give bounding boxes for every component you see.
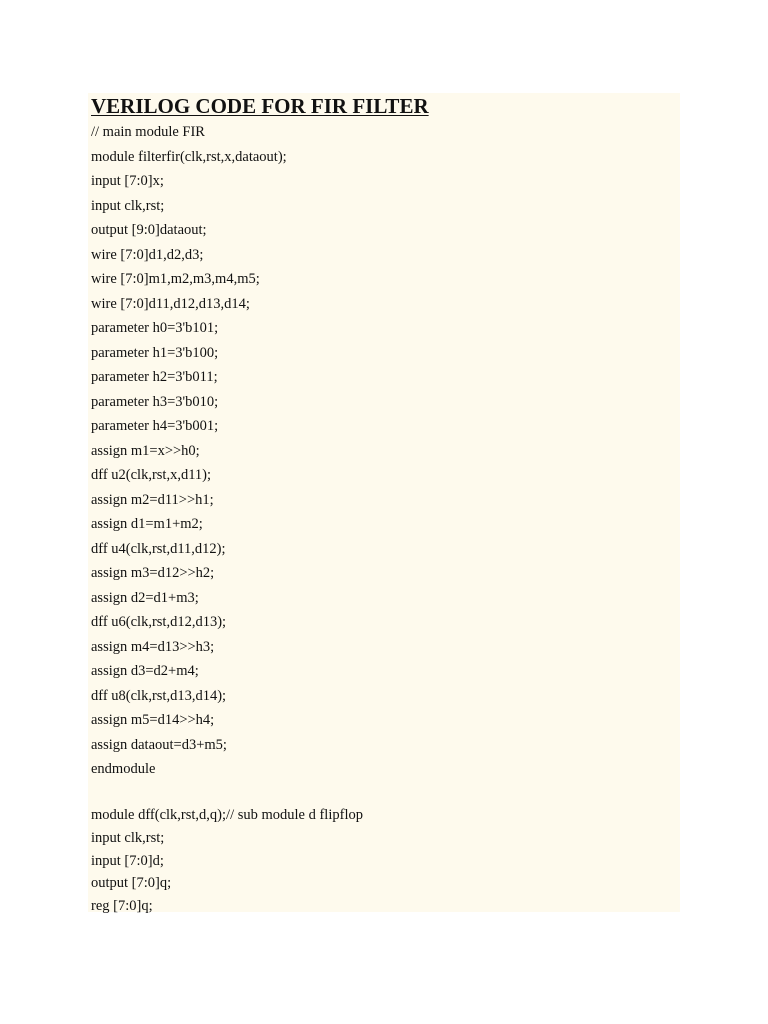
code-line: assign dataout=d3+m5;: [91, 736, 227, 753]
code-line: parameter h0=3'b101;: [91, 320, 219, 336]
code-line: assign m2=d11>>h1;: [91, 491, 214, 508]
code-line: wire [7:0]m1,m2,m3,m4,m5;: [91, 271, 260, 287]
code-line: assign d1=m1+m2;: [91, 516, 203, 532]
code-line: parameter h1=3'b100;: [91, 344, 219, 361]
main-module-code: [91, 120, 287, 782]
code-line: assign d2=d1+m3;: [91, 589, 199, 606]
document-title: VERILOG CODE FOR FIR FILTER: [91, 94, 429, 118]
code-line: reg [7:0]q;: [91, 898, 153, 915]
sub-module-code: [91, 804, 363, 918]
code-line: wire [7:0]d1,d2,d3;: [91, 246, 204, 263]
code-line: endmodule: [91, 761, 156, 777]
code-line: parameter h4=3'b001;: [91, 418, 219, 434]
code-line: dff u8(clk,rst,d13,d14);: [91, 687, 227, 704]
code-line: input clk,rst;: [91, 197, 165, 214]
code-line: module filterfir(clk,rst,x,dataout);: [91, 148, 287, 165]
code-line: dff u2(clk,rst,x,d11);: [91, 467, 212, 483]
code-line: input [7:0]x;: [91, 173, 164, 189]
code-line: assign m4=d13>>h3;: [91, 638, 215, 655]
code-line: assign m3=d12>>h2;: [91, 565, 215, 581]
code-line: dff u6(clk,rst,d12,d13);: [91, 614, 227, 630]
code-line: // main module FIR: [91, 124, 205, 140]
code-line: assign m5=d14>>h4;: [91, 712, 215, 728]
code-line: output [9:0]dataout;: [91, 222, 207, 238]
code-line: assign d3=d2+m4;: [91, 663, 199, 679]
code-line: dff u4(clk,rst,d11,d12);: [91, 540, 226, 557]
code-line: wire [7:0]d11,d12,d13,d14;: [91, 295, 250, 312]
code-line: parameter h3=3'b010;: [91, 393, 219, 410]
code-line: parameter h2=3'b011;: [91, 369, 218, 385]
code-line: module dff(clk,rst,d,q);// sub module d flipflop: [91, 807, 363, 823]
code-line: output [7:0]q;: [91, 875, 172, 892]
code-line: input [7:0]d;: [91, 852, 164, 869]
code-line: assign m1=x>>h0;: [91, 442, 200, 459]
code-line: input clk,rst;: [91, 829, 165, 846]
